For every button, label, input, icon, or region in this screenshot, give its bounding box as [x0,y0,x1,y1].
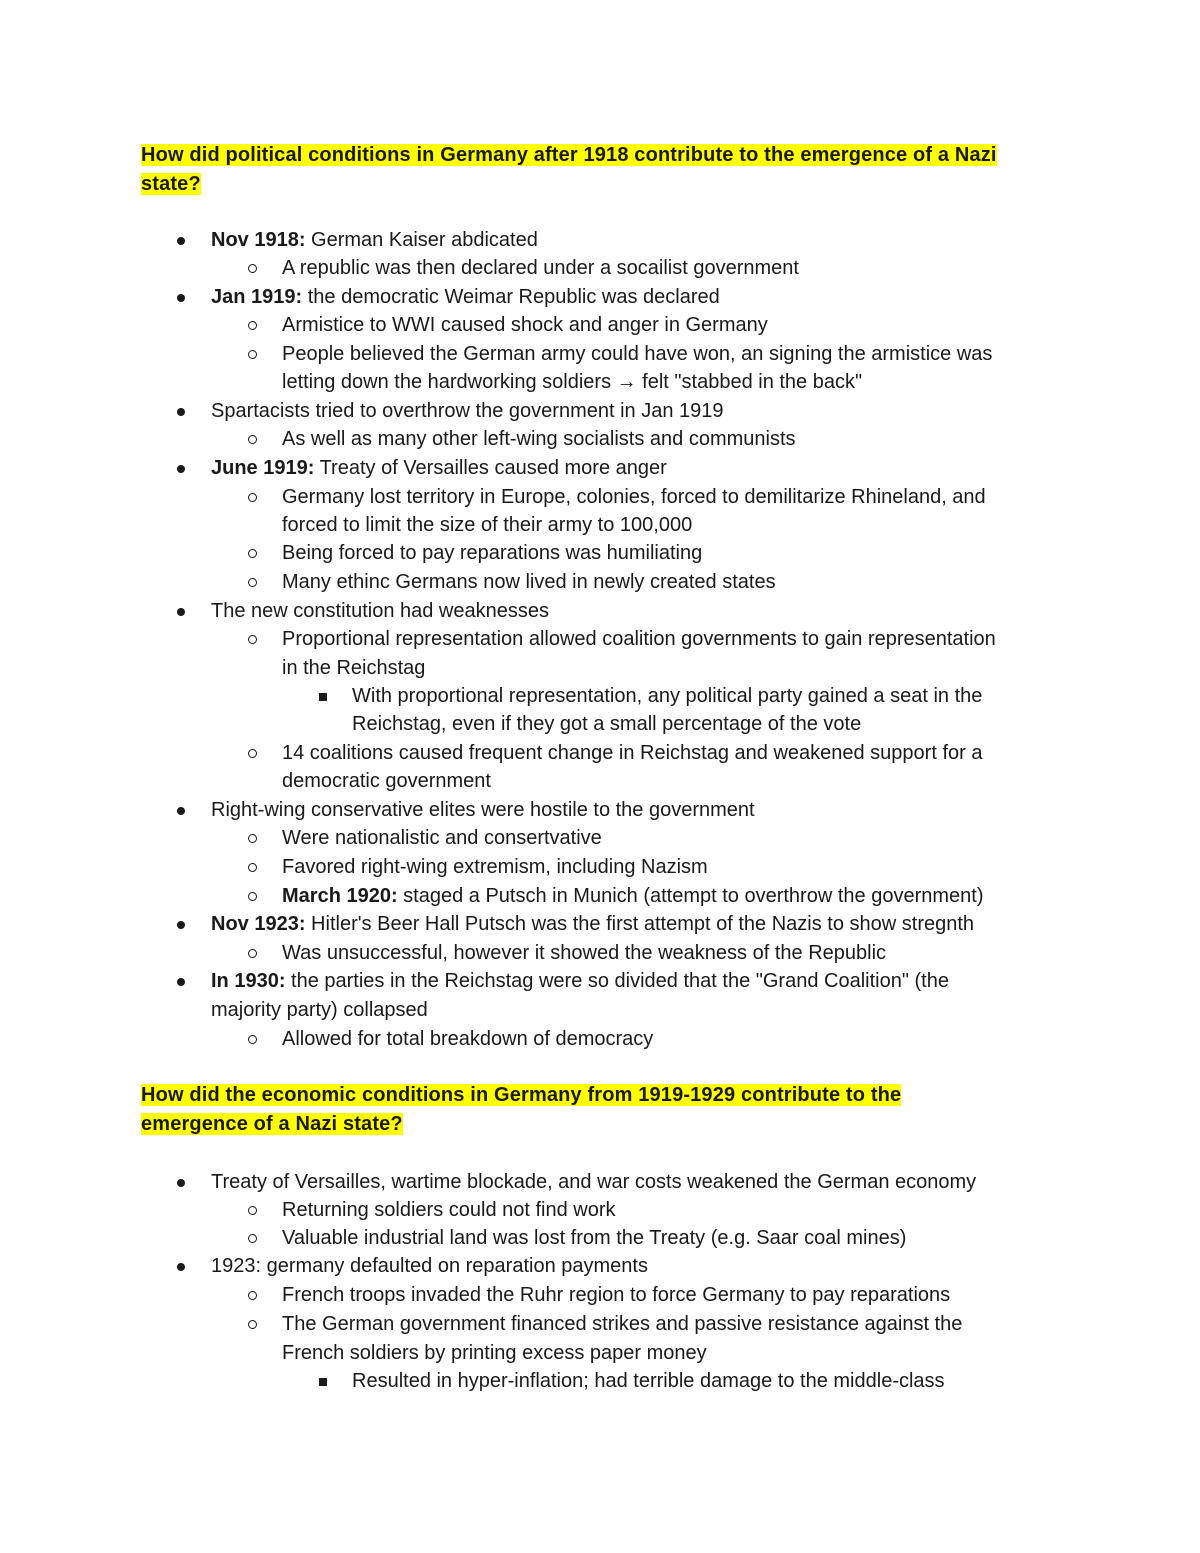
bold-label: Jan 1919: [211,286,303,308]
list-item: Treaty of Versailles, wartime blockade, and war costs weakened the German economy [211,1171,977,1193]
list-item: With proportional representation, any political party gained a seat in the [352,685,983,707]
bullet-dot [177,237,185,245]
list-item: Armistice to WWI caused shock and anger in Germany [282,314,768,336]
bullet-ring [248,1234,257,1243]
bullet-ring [248,949,257,958]
list-item: As well as many other left-wing socialists and communists [282,428,796,450]
list-item: The German government financed strikes and passive resistance against the [282,1313,963,1335]
bullet-dot [177,294,185,302]
list-item-continuation: in the Reichstag [282,657,426,679]
heading-line: emergence of a Nazi state? [141,1112,403,1135]
list-item: The new constitution had weaknesses [211,600,549,622]
bold-label: In 1930: [211,970,286,992]
list-item-continuation: letting down the hardworking soldiers → felt "stabbed in the back" [282,371,863,393]
bullet-dot [177,408,185,416]
list-item-continuation: forced to limit the size of their army to 100,000 [282,514,693,536]
bullet-dot [177,1179,185,1187]
bullet-dot [177,807,185,815]
list-item [211,967,949,996]
bullet-dot [177,1263,185,1271]
list-item-continuation: majority party) collapsed [211,999,428,1021]
heading-line: How did the economic conditions in Germany from 1919-1929 contribute to the [141,1084,902,1106]
list-item: Being forced to pay reparations was humiliating [282,542,703,564]
bullet-ring [248,892,257,901]
bullet-ring [248,264,257,273]
item-text: the democratic Weimar Republic was declared [302,286,720,308]
bullet-dot [177,465,185,473]
bullet-ring [248,1291,257,1300]
bullet-ring [248,549,257,558]
bullet-dot [177,921,185,929]
bullet-dot [177,608,185,616]
list-item: Allowed for total breakdown of democracy [282,1028,654,1050]
section2-heading [141,1081,1061,1138]
bullet-square [319,1378,327,1386]
list-item: Were nationalistic and consertvative [282,827,602,849]
bullet-ring [248,493,257,502]
list-item: Resulted in hyper-inflation; had terrible damage to the middle-class [352,1370,945,1392]
list-item: 14 coalitions caused frequent change in Reichstag and weakened support for a [282,742,983,764]
item-text: staged a Putsch in Munich (attempt to overthrow the government) [397,885,984,907]
item-text: Treaty of Versailles caused more anger [314,457,667,479]
list-item: Proportional representation allowed coalition governments to gain representation [282,628,996,650]
list-item: 1923: germany defaulted on reparation payments [211,1255,648,1277]
list-item-continuation: democratic government [282,770,491,792]
section1-heading [141,141,1061,198]
list-item-continuation: Reichstag, even if they got a small percentage of the vote [352,713,862,735]
bold-label: Nov 1923: [211,913,306,935]
list-item: Germany lost territory in Europe, colonies, forced to demilitarize Rhineland, and [282,486,986,508]
list-item: A republic was then declared under a socailist government [282,257,799,279]
heading-line: state? [141,172,201,195]
list-item: Returning soldiers could not find work [282,1199,616,1221]
bullet-dot [177,978,185,986]
heading-line: How did political conditions in Germany after 1918 contribute to the emergence of a Nazi [141,144,997,166]
list-item: Right-wing conservative elites were hostile to the government [211,799,755,821]
bullet-square [319,693,327,701]
bullet-ring [248,1320,257,1329]
list-item: Many ethinc Germans now lived in newly created states [282,571,776,593]
bold-label: March 1920: [282,885,398,907]
list-item [282,882,983,911]
list-item: People believed the German army could have won, an signing the armistice was [282,343,993,365]
item-text: Hitler's Beer Hall Putsch was the first attempt of the Nazis to show stregnth [305,913,975,935]
list-item: Favored right-wing extremism, including Nazism [282,856,708,878]
list-item: Was unsuccessful, however it showed the weakness of the Republic [282,942,887,964]
bold-label: Nov 1918: [211,229,306,251]
bullet-ring [248,749,257,758]
item-text: the parties in the Reichstag were so divided that the "Grand Coalition" (the [285,970,949,992]
list-item [211,910,974,939]
list-item: French troops invaded the Ruhr region to force Germany to pay reparations [282,1284,951,1306]
list-item [211,226,538,255]
list-item: Spartacists tried to overthrow the government in Jan 1919 [211,400,724,422]
list-item [211,454,667,483]
bullet-ring [248,635,257,644]
item-text: German Kaiser abdicated [305,229,538,251]
bullet-ring [248,350,257,359]
list-item-continuation: French soldiers by printing excess paper money [282,1342,707,1364]
bold-label: June 1919: [211,457,315,479]
bullet-ring [248,834,257,843]
bullet-ring [248,1035,257,1044]
bullet-ring [248,1206,257,1215]
bullet-ring [248,321,257,330]
list-item: Valuable industrial land was lost from the Treaty (e.g. Saar coal mines) [282,1227,907,1249]
list-item [211,283,720,312]
bullet-ring [248,863,257,872]
bullet-ring [248,578,257,587]
bullet-ring [248,435,257,444]
